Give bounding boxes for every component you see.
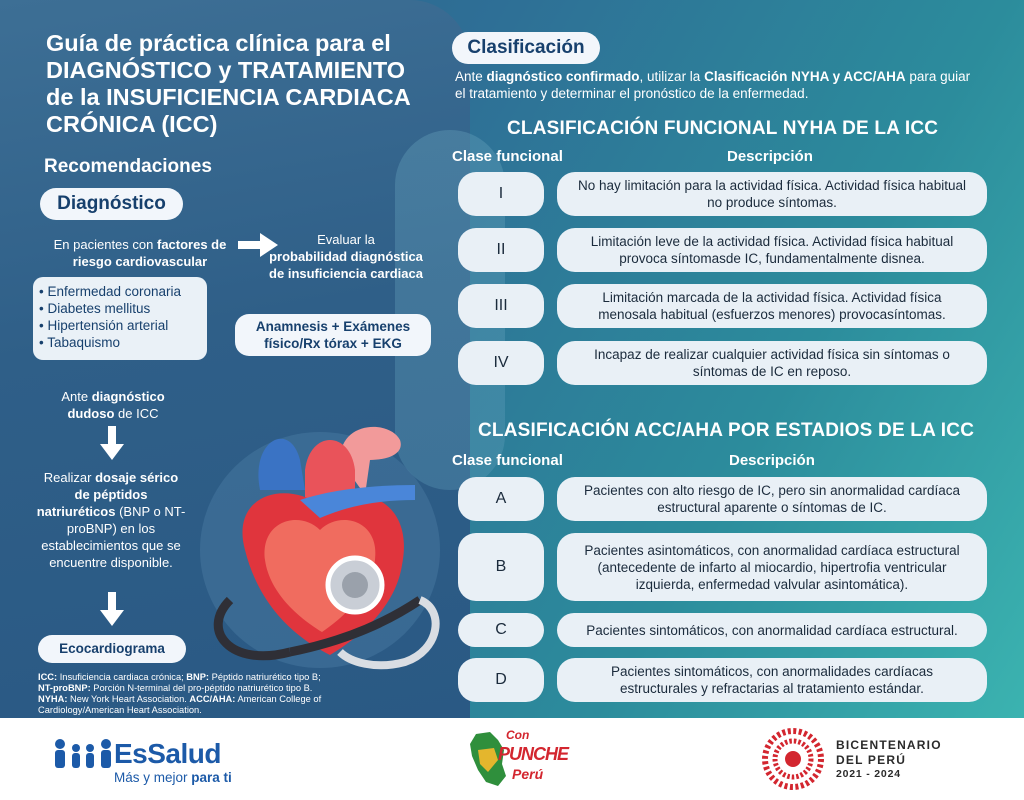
dosaje-pre: Realizar [43, 470, 96, 485]
footnote-value: Insuficiencia cardiaca crónica; [57, 672, 187, 682]
riesgo-item: • Hipertensión arterial [39, 318, 169, 333]
footnote-key: ICC: [38, 672, 58, 682]
acc-description-box: Pacientes con alto riesgo de IC, pero sin anormalidad cardíaca estructural aparente o síntomas de IC. [557, 477, 987, 521]
acc-col-desc: Descripción [729, 452, 815, 469]
clasificacion-bold-1: diagnóstico confirmado [486, 69, 640, 84]
footnote-value: Péptido natriurético tipo B; [209, 672, 321, 682]
dudoso-post: de ICC [114, 406, 159, 421]
riesgo-bold: factores de riesgo cardiovascular [72, 237, 227, 269]
clasificacion-pill: Clasificación [452, 32, 600, 64]
dudoso-text [48, 388, 178, 422]
anamnesis-box: Anamnesis + Exámenes físico/Rx tórax + EKG [235, 314, 431, 356]
title-line-3: de la INSUFICIENCIA CARDIACA [46, 84, 411, 110]
acc-description-box: Pacientes asintomáticos, con anormalidad cardíaca estructural (antecedente de infarto al miocardio, hipertrofia ventricular izquierda, enfermedad valvular asintomática). [557, 533, 987, 601]
acc-class-box: C [458, 613, 544, 647]
nyha-description-box: Incapaz de realizar cualquier actividad física sin síntomas o síntomas de IC en reposo. [557, 341, 987, 385]
nyha-class-box: IV [458, 341, 544, 385]
punche-peru: Perú [512, 766, 544, 782]
clasificacion-pre: Ante [455, 69, 487, 84]
footnote-key: NYHA: [38, 694, 68, 704]
punche-con: Con [506, 728, 530, 742]
evaluar-bold: probabilidad diagnóstica de insuficiencia cardiaca [269, 249, 423, 281]
page-title [46, 30, 426, 138]
acc-class-box: D [458, 658, 544, 702]
footnote-value: American College of Cardiology/American Heart Association. [38, 694, 322, 715]
riesgo-pre: En pacientes con [53, 237, 157, 252]
essalud-tagline [114, 770, 232, 785]
dosaje-text [36, 469, 186, 571]
acc-class-box: A [458, 477, 544, 521]
riesgo-text [40, 236, 240, 270]
nyha-description-box: No hay limitación para la actividad física. Actividad física habitual no produce síntomas. [557, 172, 987, 216]
arrow-down-icon [100, 592, 124, 626]
nyha-title: CLASIFICACIÓN FUNCIONAL NYHA DE LA ICC [507, 118, 939, 139]
ecocardiograma-pill: Ecocardiograma [38, 635, 186, 663]
bicentenario-line-1: BICENTENARIO [836, 738, 942, 752]
bicentenario-emblem-icon [762, 728, 824, 790]
essalud-name: EsSalud [114, 738, 221, 769]
recomendaciones-heading: Recomendaciones [44, 156, 212, 177]
punche-word: PUNCHE [498, 744, 569, 764]
dudoso-pre: Ante [61, 389, 92, 404]
clasificacion-bold-2: Clasificación NYHA y ACC/AHA [704, 69, 906, 84]
nyha-class-box: I [458, 172, 544, 216]
acc-col-clase: Clase funcional [452, 452, 563, 469]
tagline-pre: Más y mejor [114, 770, 192, 785]
acc-description-box: Pacientes sintomáticos, con anormalidades cardíacas estructurales y refractarias al tratamiento estándar. [557, 658, 987, 702]
clasificacion-text [455, 68, 975, 102]
nyha-class-box: II [458, 228, 544, 272]
tagline-bold: para ti [191, 770, 232, 785]
nyha-class-box: III [458, 284, 544, 328]
evaluar-pre: Evaluar la [317, 232, 375, 247]
bicentenario-logo [762, 726, 972, 792]
acc-title: CLASIFICACIÓN ACC/AHA POR ESTADIOS DE LA ICC [478, 420, 975, 441]
footnote-key: BNP: [186, 672, 210, 682]
diagnostico-pill: Diagnóstico [40, 188, 183, 220]
clasificacion-post: para guiar el tratamiento y determinar el pronóstico de la enfermedad. [455, 69, 971, 101]
riesgo-item: • Diabetes mellitus [39, 301, 151, 316]
title-line-4: CRÓNICA (ICC) [46, 111, 218, 137]
riesgo-list [33, 277, 207, 360]
evaluar-text [266, 231, 426, 282]
family-icon [50, 738, 120, 770]
footnote-key: NT-proBNP: [38, 683, 91, 693]
dosaje-post: (BNP o NT-proBNP) en los establecimientos que se encuentre disponible. [41, 504, 186, 570]
footnote-value: New York Heart Association. [67, 694, 190, 704]
arrow-down-icon [100, 426, 124, 460]
footnote-key: ACC/AHA: [189, 694, 236, 704]
bicentenario-line-2: DEL PERÚ [836, 753, 907, 767]
dudoso-bold: diagnóstico dudoso [67, 389, 165, 421]
dosaje-bold: dosaje sérico de péptidos natriuréticos [36, 470, 179, 519]
title-line-2: DIAGNÓSTICO y TRATAMIENTO [46, 57, 406, 83]
footnote-value: Porción N-terminal del pro-péptido natriurético tipo B. [90, 683, 313, 693]
riesgo-item: • Tabaquismo [39, 335, 121, 350]
footer [0, 718, 1024, 800]
riesgo-item: • Enfermedad coronaria [39, 284, 182, 299]
acc-description-box: Pacientes sintomáticos, con anormalidad cardíaca estructural. [557, 613, 987, 647]
nyha-col-clase: Clase funcional [452, 148, 563, 165]
essalud-logo [48, 734, 238, 790]
nyha-description-box: Limitación marcada de la actividad física. Actividad física menosala habitual (esfuerzos menores) provocasíntomas. [557, 284, 987, 328]
heart-illustration [190, 400, 460, 680]
bicentenario-line-3: 2021 - 2024 [836, 768, 901, 780]
acc-class-box: B [458, 533, 544, 601]
title-line-1: Guía de práctica clínica para el [46, 30, 391, 56]
clasificacion-mid: , utilizar la [639, 69, 705, 84]
nyha-description-box: Limitación leve de la actividad física. Actividad física habitual provoca síntomasde IC, fundamentalmente disnea. [557, 228, 987, 272]
nyha-col-desc: Descripción [727, 148, 813, 165]
con-punche-peru-logo [468, 726, 588, 794]
